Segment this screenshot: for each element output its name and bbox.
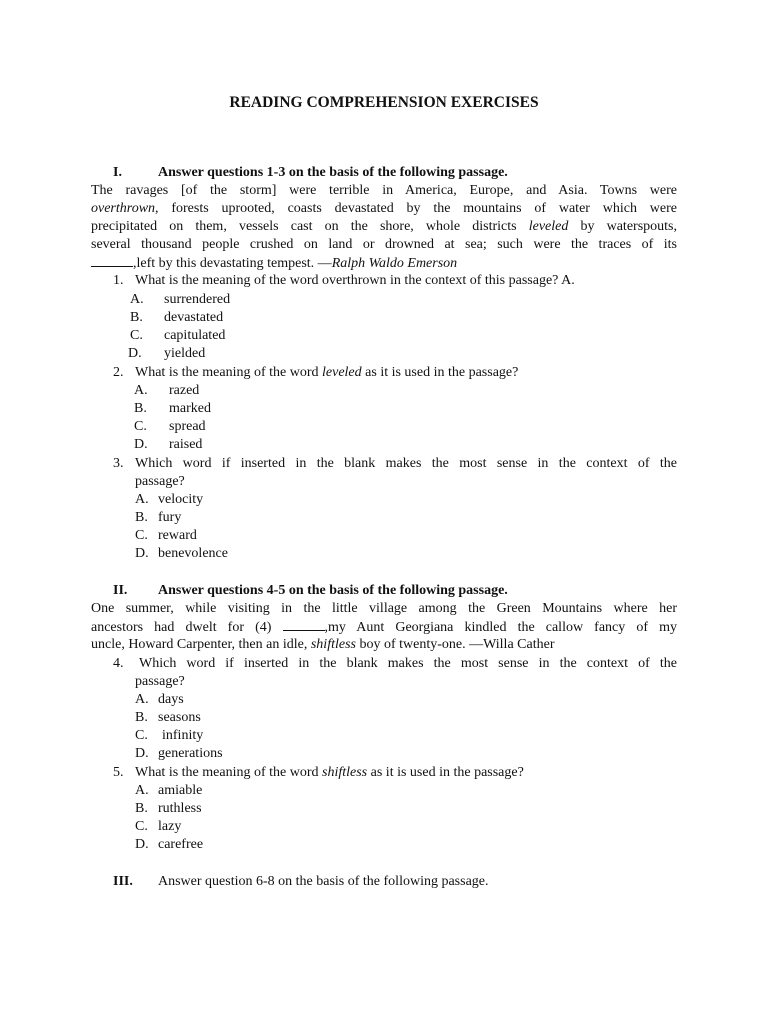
- q4-option-b-text: seasons: [158, 710, 201, 725]
- q4-option-a-letter: A.: [135, 692, 149, 707]
- passage-2-line-1: One summer, while visiting in the little village among the Green Mountains where her: [91, 601, 677, 616]
- question-2-text: What is the meaning of the word leveled as it is used in the passage?: [135, 365, 519, 380]
- passage-2-line-2: ancestors had dwelt for (4) ,my Aunt Georgiana kindled the callow fancy of my: [91, 620, 677, 635]
- section-2-heading: Answer questions 4-5 on the basis of the following passage.: [158, 583, 508, 598]
- q2-option-a-letter: A.: [134, 383, 148, 398]
- q5-option-a-text: amiable: [158, 783, 203, 798]
- q5-option-d-text: carefree: [158, 837, 204, 852]
- q5-option-a-letter: A.: [135, 783, 149, 798]
- section-1-heading: Answer questions 1-3 on the basis of the following passage.: [158, 165, 508, 180]
- q3-option-d-letter: D.: [135, 546, 149, 561]
- q2-option-c-letter: C.: [134, 419, 147, 434]
- passage-1-line-3: precipitated on them, vessels cast on the shore, whole districts leveled by waterspouts,: [91, 219, 677, 234]
- q5-option-d-letter: D.: [135, 837, 149, 852]
- q1-option-b-text: devastated: [164, 310, 224, 325]
- q3-option-a-letter: A.: [135, 492, 149, 507]
- section-3-numeral: III.: [113, 874, 133, 889]
- q1-option-c-text: capitulated: [164, 328, 226, 343]
- section-3-heading: Answer question 6-8 on the basis of the following passage.: [158, 874, 489, 889]
- q3-option-c-text: reward: [158, 528, 197, 543]
- q3-option-b-text: fury: [158, 510, 182, 525]
- q5-option-b-letter: B.: [135, 801, 148, 816]
- question-1-text: What is the meaning of the word overthrown in the context of this passage? A.: [135, 273, 575, 288]
- answer-blank: [91, 254, 133, 267]
- q4-option-b-letter: B.: [135, 710, 148, 725]
- question-3-text-line-1: Which word if inserted in the blank makes the most sense in the context of the: [135, 456, 677, 471]
- q3-option-c-letter: C.: [135, 528, 148, 543]
- question-4-text-line-1: Which word if inserted in the blank makes the most sense in the context of the: [139, 656, 677, 671]
- passage-1-line-4: several thousand people crushed on land or drowned at sea; such were the traces of its: [91, 237, 677, 252]
- q3-option-a-text: velocity: [158, 492, 204, 507]
- q3-option-b-letter: B.: [135, 510, 148, 525]
- question-4-text-line-2: passage?: [135, 674, 185, 689]
- page-title: READING COMPREHENSION EXERCISES: [229, 94, 539, 111]
- q1-option-a-text: surrendered: [164, 292, 231, 307]
- question-5-text: What is the meaning of the word shiftless as it is used in the passage?: [135, 765, 524, 780]
- q2-option-d-text: raised: [169, 437, 203, 452]
- q5-option-c-letter: C.: [135, 819, 148, 834]
- question-2-number: 2.: [113, 365, 124, 380]
- passage-1-line-2: overthrown, forests uprooted, coasts devastated by the mountains of water which were: [91, 201, 677, 216]
- q2-option-a-text: razed: [169, 383, 200, 398]
- q3-option-d-text: benevolence: [158, 546, 228, 561]
- q2-option-d-letter: D.: [134, 437, 148, 452]
- q1-option-a-letter: A.: [130, 292, 144, 307]
- question-1-number: 1.: [113, 273, 124, 288]
- question-3-number: 3.: [113, 456, 124, 471]
- section-1-numeral: I.: [113, 165, 122, 180]
- section-2-numeral: II.: [113, 583, 128, 598]
- q2-option-b-text: marked: [169, 401, 211, 416]
- q1-option-b-letter: B.: [130, 310, 143, 325]
- q1-option-c-letter: C.: [130, 328, 143, 343]
- q2-option-b-letter: B.: [134, 401, 147, 416]
- q1-option-d-text: yielded: [164, 346, 206, 361]
- q4-option-c-letter: C.: [135, 728, 148, 743]
- answer-blank: [283, 618, 325, 631]
- q5-option-c-text: lazy: [158, 819, 182, 834]
- question-3-text-line-2: passage?: [135, 474, 185, 489]
- question-4-number: 4.: [113, 656, 124, 671]
- passage-1-line-1: The ravages [of the storm] were terrible in America, Europe, and Asia. Towns were: [91, 183, 677, 198]
- q4-option-d-text: generations: [158, 746, 223, 761]
- q4-option-d-letter: D.: [135, 746, 149, 761]
- question-5-number: 5.: [113, 765, 124, 780]
- passage-2-line-3: uncle, Howard Carpenter, then an idle, shiftless boy of twenty-one. —Willa Cather: [91, 637, 555, 652]
- q5-option-b-text: ruthless: [158, 801, 202, 816]
- passage-1-line-5: ,left by this devastating tempest. —Ralph Waldo Emerson: [91, 254, 457, 273]
- q4-option-c-text: infinity: [162, 728, 204, 743]
- q1-option-d-letter: D.: [128, 346, 142, 361]
- q2-option-c-text: spread: [169, 419, 206, 434]
- q4-option-a-text: days: [158, 692, 184, 707]
